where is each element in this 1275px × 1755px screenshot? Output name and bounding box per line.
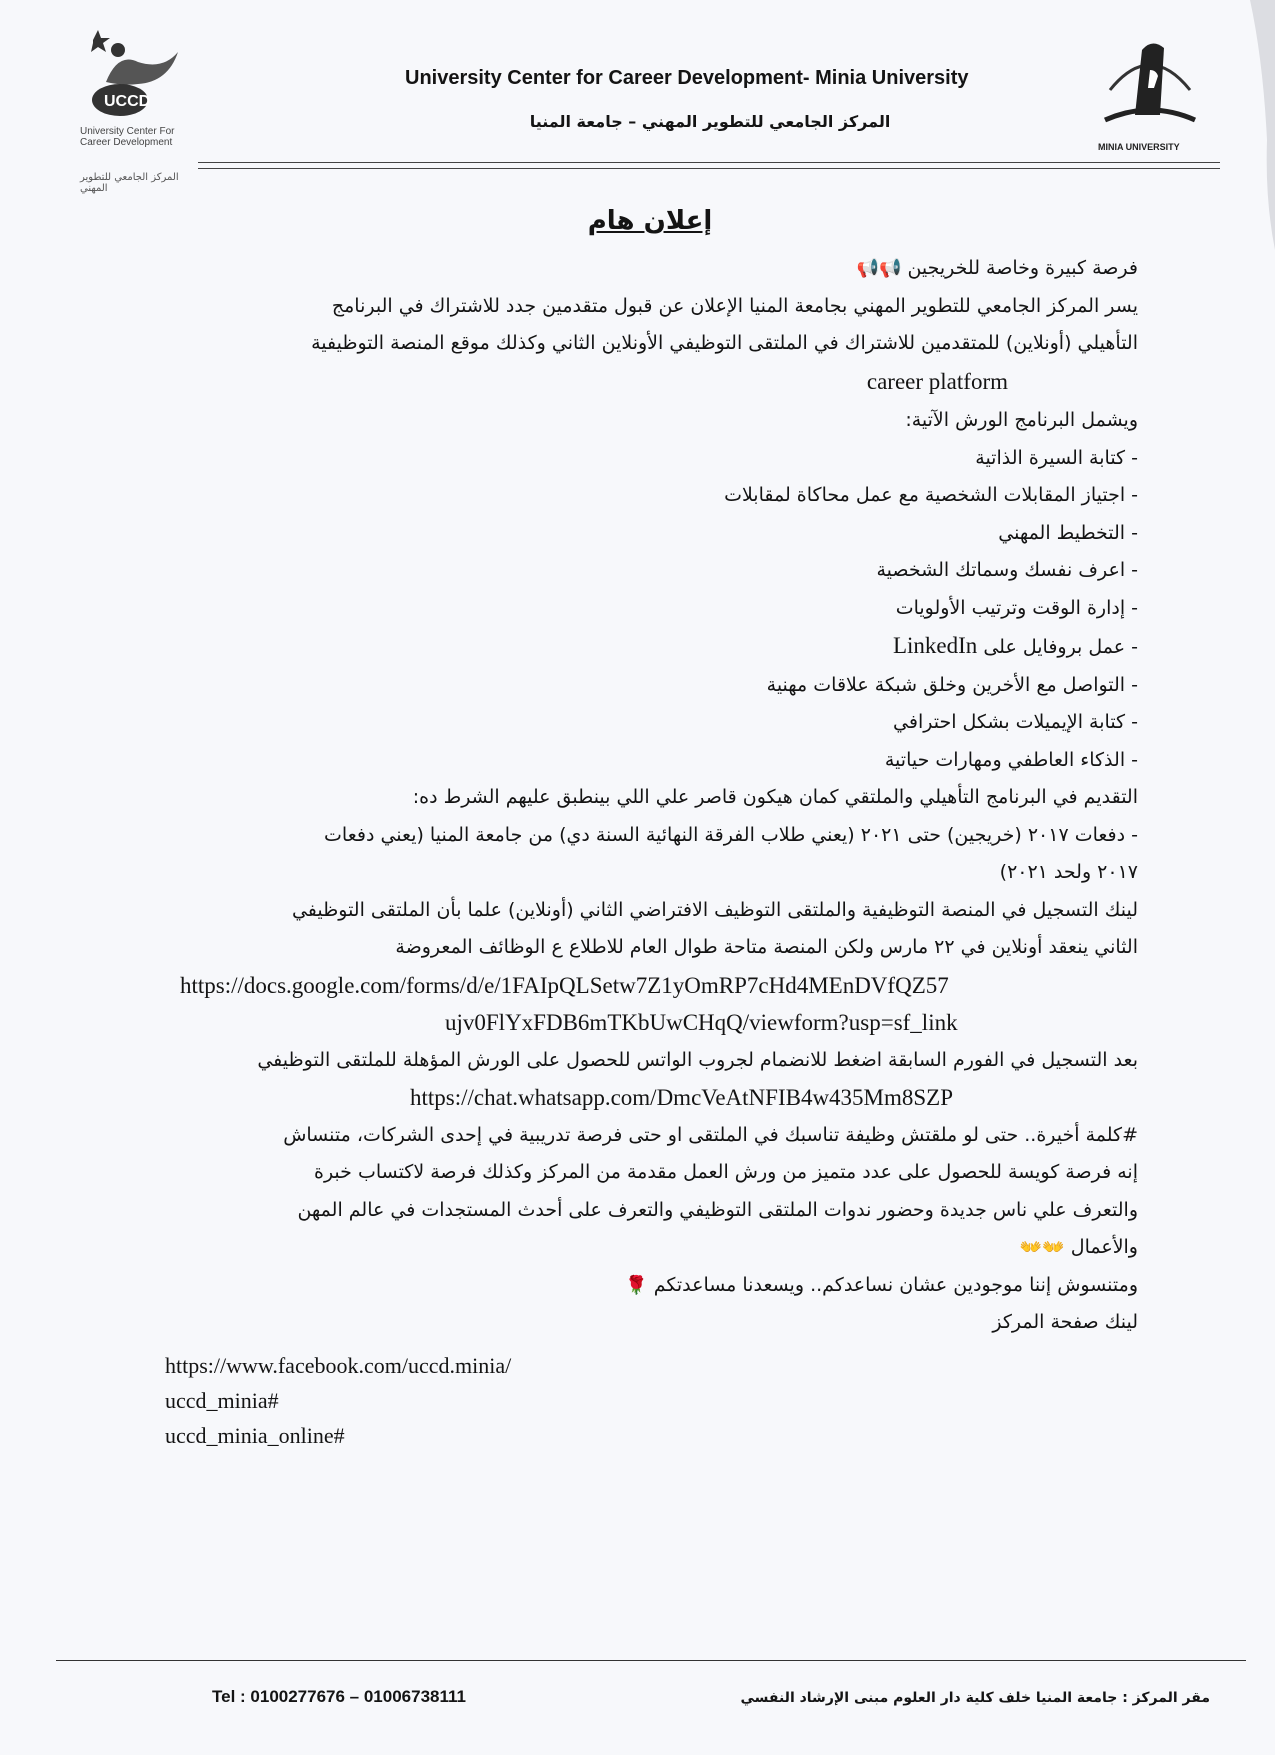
hashtag-link[interactable]: uccd_minia# xyxy=(165,1388,279,1413)
hands-icon: 👐👐 xyxy=(1019,1237,1065,1258)
folded-corner-icon xyxy=(1155,0,1275,260)
minia-caption: MINIA UNIVERSITY xyxy=(1098,142,1180,152)
workshop-item: - إدارة الوقت وترتيب الأولويات xyxy=(895,596,1138,619)
closing-text: ومتنسوش إننا موجودين عشان نساعدكم.. ويسعدنا مساعدتكم xyxy=(653,1273,1138,1296)
final-note-line xyxy=(160,1229,1138,1267)
workshop-item xyxy=(160,627,1138,667)
workshop-item: - كتابة الإيميلات بشكل احترافي xyxy=(893,711,1138,733)
final-note-end: والأعمال xyxy=(1070,1236,1138,1258)
header-title-ar: المركز الجامعي للتطوير المهني – جامعة المنيا xyxy=(529,112,891,131)
uccd-logo-text: UCCD xyxy=(104,93,151,110)
rose-icon: 🌹 xyxy=(625,1274,648,1296)
eligibility-line: - دفعات ٢٠١٧ (خريجين) حتى ٢٠٢١ (يعني طلاب الفرقة النهائية السنة دي) من جامعة المنيا (يعني دفعات xyxy=(324,823,1138,846)
workshops-intro: ويشمل البرنامج الورش الآتية: xyxy=(905,409,1138,431)
hashtag-link[interactable]: uccd_minia_online# xyxy=(165,1423,345,1448)
header-divider xyxy=(198,168,1220,169)
workshop-item: - الذكاء العاطفي ومهارات حياتية xyxy=(884,748,1138,771)
paragraph-line: التأهيلي (أونلاين) للمتقدمين للاشتراك في الملتقى التوظيفي الأونلاين الثاني وكذلك موقع المنصة التوظيفية xyxy=(311,332,1138,354)
register-line: لينك التسجيل في المنصة التوظيفية والملتقى التوظيف الافتراضي الثاني (أونلاين) علما بأن الملتقى التوظيفي xyxy=(291,898,1138,921)
form-link[interactable]: https://docs.google.com/forms/d/e/1FAIpQLSetw7Z1yOmRP7cHd4MEnDVfQZ57 xyxy=(180,972,949,998)
workshop-item: - اجتياز المقابلات الشخصية مع عمل محاكاة لمقابلات xyxy=(724,484,1138,506)
final-note-line: #كلمة أخيرة.. حتى لو ملقتش وظيفة تناسبك في الملتقى او حتى فرصة تدريبية في إحدى الشركات، متنساش xyxy=(283,1123,1138,1146)
page-link-label: لينك صفحة المركز xyxy=(992,1311,1138,1333)
linkedin-item-ar: - عمل بروفايل على xyxy=(983,636,1138,658)
paragraph-line xyxy=(160,363,1138,403)
megaphone-icon: 📢📢 xyxy=(856,258,902,279)
closing-line xyxy=(160,1267,1138,1305)
center-links xyxy=(165,1348,765,1453)
uccd-caption-en: University Center For Career Development xyxy=(80,126,175,148)
footer-phone: Tel : 0100277676 – 01006738111 xyxy=(212,1687,466,1706)
footer-divider xyxy=(56,1660,1246,1661)
uccd-emblem-icon xyxy=(78,22,188,122)
workshop-item: - اعرف نفسك وسماتك الشخصية xyxy=(876,559,1138,581)
final-note-line: والتعرف علي ناس جديدة وحضور ندوات الملتقى التوظيفي والتعرف على أحدث المستجدات في عالم المهن xyxy=(297,1198,1138,1221)
final-note-line: إنه فرصة كويسة للحصول على عدد متميز من ورش العمل مقدمة من المركز وكذلك فرصة لاكتساب خبرة xyxy=(313,1161,1138,1183)
header-title-en: University Center for Career Development- Minia University xyxy=(405,67,969,89)
footer-address: مقر المركز : جامعة المنيا خلف كلية دار العلوم مبنى الإرشاد النفسي xyxy=(740,1690,1210,1706)
announcement-body xyxy=(160,250,1138,1342)
workshop-item: - كتابة السيرة الذاتية xyxy=(975,446,1138,469)
linkedin-item-en: LinkedIn xyxy=(892,633,978,658)
uccd-caption-ar: المركز الجامعي للتطوير المهني xyxy=(80,172,179,194)
paragraph-line: يسر المركز الجامعي للتطوير المهني بجامعة المنيا الإعلان عن قبول متقدمين جدد للاشتراك في البرنامج xyxy=(331,294,1138,317)
whatsapp-intro: بعد التسجيل في الفورم السابقة اضغط للانضمام لجروب الواتس للحصول على الورش المؤهلة للملتقى التوظيفي xyxy=(257,1048,1138,1071)
eligibility-intro: التقديم في البرنامج التأهيلي والملتقي كمان هيكون قاصر علي اللي بينطبق عليهم الشرط ده: xyxy=(412,786,1138,808)
form-link[interactable]: ujv0FlYxFDB6mTKbUwCHqQ/viewform?usp=sf_link xyxy=(445,1010,958,1035)
eligibility-line: ٢٠١٧ ولحد ٢٠٢١) xyxy=(999,861,1138,883)
intro-line xyxy=(160,250,1138,288)
workshop-item: - التواصل مع الأخرين وخلق شبكة علاقات مهنية xyxy=(766,673,1138,696)
announcement-title: إعلان هام xyxy=(587,206,713,236)
facebook-link[interactable]: https://www.facebook.com/uccd.minia/ xyxy=(165,1353,512,1378)
intro-text: فرصة كبيرة وخاصة للخريجين xyxy=(907,257,1138,279)
whatsapp-link[interactable]: https://chat.whatsapp.com/DmcVeAtNFIB4w435Mm8SZP xyxy=(410,1085,954,1110)
workshop-item: - التخطيط المهني xyxy=(998,521,1138,544)
uccd-logo xyxy=(78,22,196,194)
register-line: الثاني ينعقد أونلاين في ٢٢ مارس ولكن المنصة متاحة طوال العام للاطلاع ع الوظائف المعروضة xyxy=(395,936,1138,958)
header-divider xyxy=(198,162,1220,163)
career-platform-text: career platform xyxy=(866,368,1008,394)
